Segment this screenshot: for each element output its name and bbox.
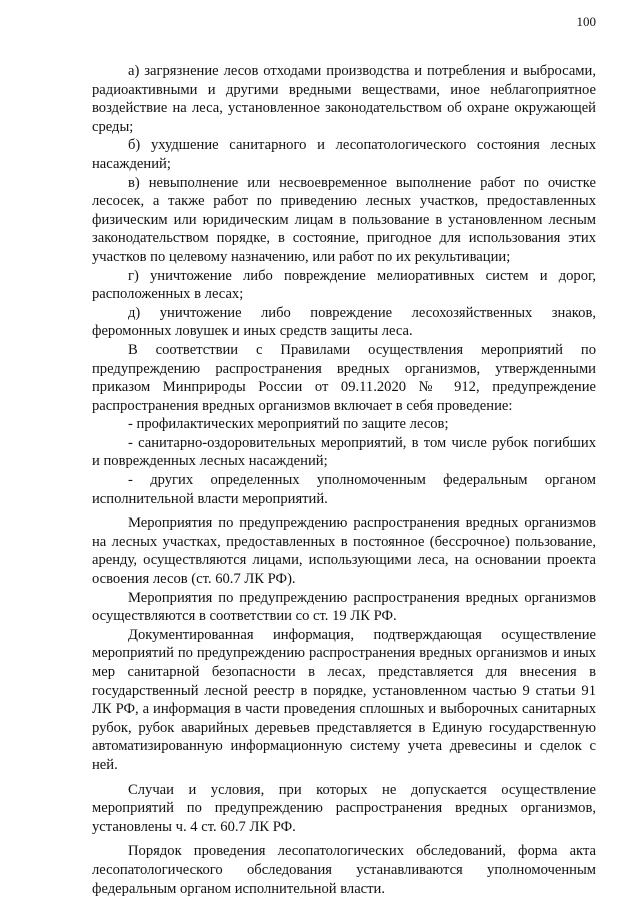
list-item-preventive: - профилактических мероприятий по защите лесов; [128,416,449,433]
paragraph-item-a: а) загрязнение лесов отходами производства и потребления и выбросами, радиоактивными и другими вредными веществами, иное неблагоприятное воздействие на леса, установленное законодательством об охране окружающей среды; [92,63,596,135]
list-item-sanitary: - санитарно-оздоровительных мероприятий, в том числе рубок погибших и поврежденных лесных насаждений; [92,434,596,470]
paragraph-inspection-procedure: Порядок проведения лесопатологических обследований, форма акта лесопатологического обследования устанавливаются уполномоченным федеральным органом исполнительной власти. [92,843,596,897]
paragraph-documented-info: Документированная информация, подтверждающая осуществление мероприятий по предупреждению распространения вредных организмов и иных мер санитарной безопасности в лесах, представляется для внесения в государственный лесной реестр в порядке, установленном частью 9 статьи 91 ЛК РФ, а информация в части проведения сплошных и выборочных санитарных рубок, рубок аварийных деревьев представляется в Единую государственную автоматизированную информационную систему учета древесины и сделок с ней. [92,626,596,773]
list-item-other: - других определенных уполномоченным федеральным органом исполнительной власти мероприятий. [92,472,596,507]
paragraph-item-g: г) уничтожение либо повреждение мелиоративных систем и дорог, расположенных в лесах; [92,267,596,303]
document-body [92,62,596,898]
paragraph-article-19: Мероприятия по предупреждению распространения вредных организмов осуществляются в соответствии со ст. 19 ЛК РФ. [92,589,596,625]
paragraph-rules-reference: В соответствии с Правилами осуществления мероприятий по предупреждению распространения вредных организмов, утвержденными приказом Минприроды России от 09.11.2020 № 912, предупреждение распространения вредных организмов включает в себя проведение: [92,341,596,414]
paragraph-cases-conditions: Случаи и условия, при которых не допускается осуществление мероприятий по предупреждению распространения вредных организмов, установлены ч. 4 ст. 60.7 ЛК РФ. [92,781,596,835]
paragraph-item-d: д) уничтожение либо повреждение лесохозяйственных знаков, феромонных ловушек и иных средств защиты леса. [92,304,596,340]
paragraph-item-b: б) ухудшение санитарного и лесопатологического состояния лесных насаждений; [92,137,596,172]
paragraph-leased-plots: Мероприятия по предупреждению распространения вредных организмов на лесных участках, предоставленных в постоянное (бессрочное) пользование, аренду, осуществляются лицами, использующими леса, на основании проекта освоения лесов (ст. 60.7 ЛК РФ). [92,515,596,588]
page-number: 100 [576,14,596,29]
paragraph-item-v: в) невыполнение или несвоевременное выполнение работ по очистке лесосек, а также работ по приведению лесных участков, предоставленных физическим или юридическим лицам в пользование в установленном лесным законодательством порядке, в состояние, пригодное для использования этих участков по целевому назначению, или работ по их рекультивации; [92,174,596,265]
